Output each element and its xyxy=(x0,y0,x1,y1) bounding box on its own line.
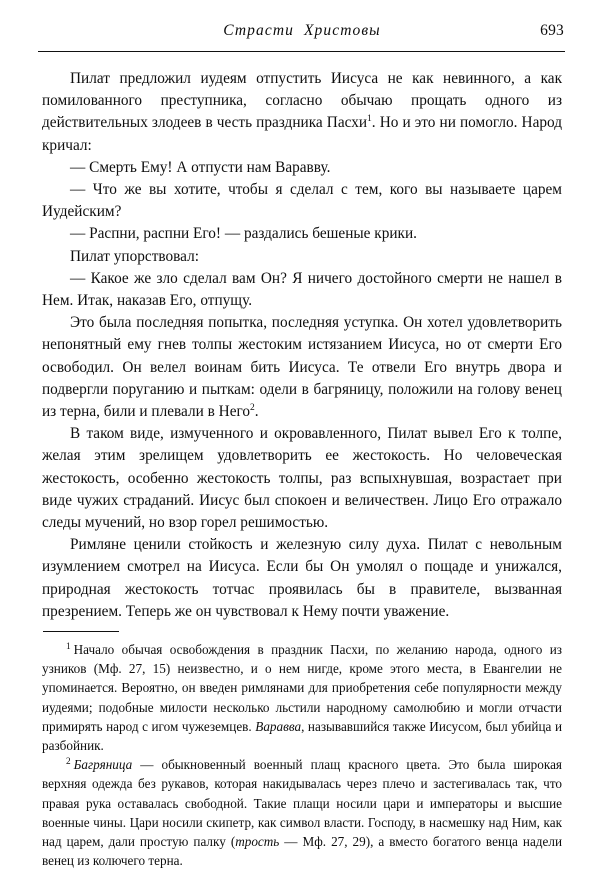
paragraph-1-text: Пилат предложил иудеям отпустить Иисуса не как невинного, а как помилованного преступника, согласно обычаю прощать одного из действительных злодеев в честь праздника Пасхи xyxy=(42,70,562,132)
footnote-1-part2: , называвшийся также Иисусом, был убийца и разбойник. xyxy=(42,718,562,754)
footnote-ref-2[interactable]: 2 xyxy=(250,402,255,413)
footnote-2-number: 2 xyxy=(66,756,71,767)
page-title: Страсти Христовы xyxy=(223,22,381,39)
footnote-2 xyxy=(42,755,562,870)
paragraph-3 xyxy=(42,312,562,423)
paragraph-3-text-tail: . xyxy=(254,403,259,421)
footnote-2-italic-term-2: трость xyxy=(235,834,280,850)
body-text-column xyxy=(42,68,562,623)
footnote-2-part3: — Мф. 27, 29), а вместо богатого венца надели венец из колючего терна. xyxy=(42,834,562,869)
paragraph-2: Пилат упорствовал: xyxy=(70,247,199,265)
header-divider xyxy=(38,51,565,52)
footnote-2-part2: — обыкновенный военный плащ красного цвета. Это была широкая верхняя одежда без рукавов, которая накидывалась через плечо и застегивалась так, что правая рука оставалась свободной. Такие плащи носили цари и императоры и высшие военные чины. Цари носили скипетр, как символ власти. Господу, в насмешку над Ним, как над царем, дали простую палку ( xyxy=(42,757,562,850)
dialogue-line-3: — Распни, распни Его! — раздались бешеные крики. xyxy=(70,225,417,243)
dialogue-line-2: — Что же вы хотите, чтобы я сделал с тем, кого вы называете царем Иудейским? xyxy=(42,181,562,221)
paragraph-4: В таком виде, измученного и окровавленного, Пилат вывел Его к толпе, желая этим зрелищем удовлетворить ее жестокость. Но человеческая жестокость, особенно жестокость толпы, раз вспыхнувшая, возрастает при виде чужих страданий. Иисус был спокоен и величествен. Лицо Его отражало следы мучений, но взор горел решимостью. xyxy=(42,425,562,532)
running-header xyxy=(40,22,564,48)
dialogue-line-1: — Смерть Ему! А отпусти нам Варавву. xyxy=(70,158,331,176)
footnote-1-part1: Начало обычая освобождения в праздник Пасхи, по желанию народа, одного из узников (Мф. 27, 15) неизвестно, и о нем нигде, кроме этого места, в Евангелии не упоминается. Вероятно, он введен римлянами для приобретения себе популярности между иудеями; подобные милости несколько льстили народному самолюбию и могли отчасти примирять народ с игом чужеземцев. xyxy=(42,642,562,734)
footnote-2-italic-term: Багряница xyxy=(73,757,133,773)
paragraph-3-text: Это была последняя попытка, последняя уступка. Он хотел удовлетворить непонятный ему гнев толпы жестоким истязанием Иисуса, но от смерти Его освободил. Он велел воинам бить Иисуса. Те отвели Его внутрь двора и подвергли поруганию и пыткам: одели в багряницу, положили на голову венец из терна, били и плевали в Него xyxy=(42,314,562,421)
footnote-block xyxy=(42,640,562,870)
footnote-1-italic-term: Варавва xyxy=(255,718,302,734)
dialogue-line-4: — Какое же зло сделал вам Он? Я ничего достойного смерти не нашел в Нем. Итак, наказав Его, отпущу. xyxy=(42,269,562,310)
paragraph-1 xyxy=(42,68,562,157)
paragraph-5: Римляне ценили стойкость и железную силу духа. Пилат с невольным изумлением смотрел на Иисуса. Если бы Он умолял о пощаде и унижался, природная жестокость тотчас проявилась бы в правителе, вызванная презрением. Теперь же он чувствовал к Нему почти уважение. xyxy=(42,536,562,620)
footnote-1 xyxy=(42,640,562,755)
footnote-divider xyxy=(43,631,119,632)
footnote-ref-1[interactable]: 1 xyxy=(367,114,372,125)
footnote-1-number: 1 xyxy=(66,641,71,652)
paragraph-1-text-tail: . Но и это ни помогло. Народ кричал: xyxy=(42,114,563,154)
page-number: 693 xyxy=(540,22,564,39)
